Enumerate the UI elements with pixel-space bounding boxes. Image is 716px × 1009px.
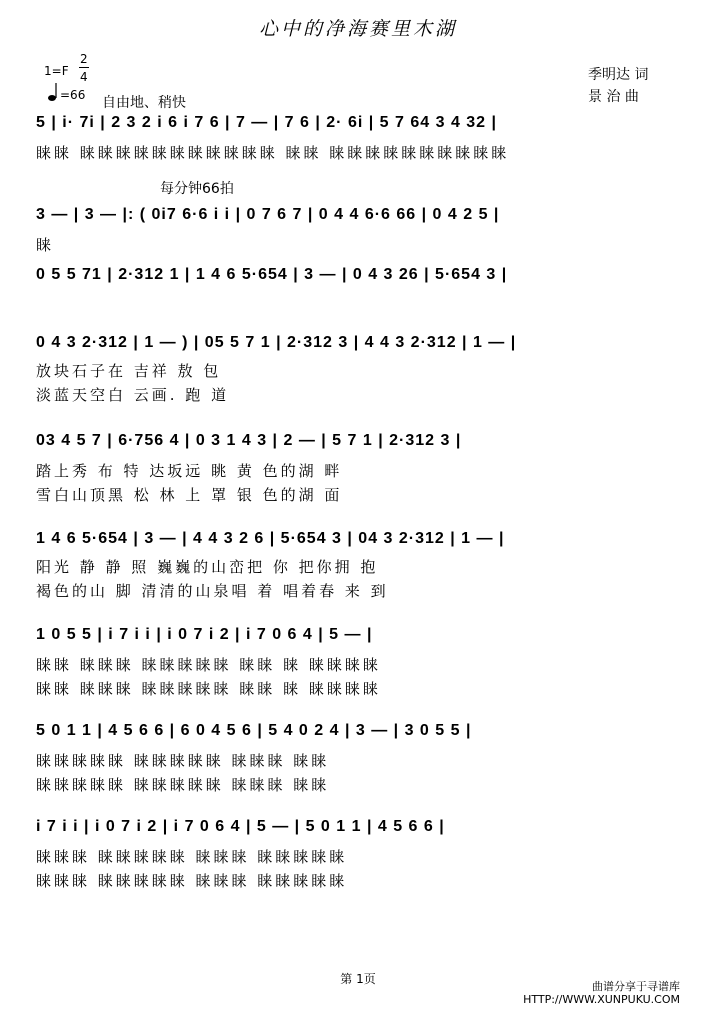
notes: 5 | i· 7i | 2 3 2 i 6 i 7 6 | 7 — | 7 6 | 2· 6i | 5 7 64 3 4 32 | [36, 114, 497, 131]
notes: 0 5 5 71 | 2·312 1 | 1 4 6 5·654 | 3 — | 0 4 3 26 | 5·654 3 | [36, 266, 508, 283]
score-row-7 [36, 626, 688, 698]
score-row-3 [36, 266, 688, 306]
site-url: HTTP://WWW.XUNPUKU.COM [523, 993, 680, 1006]
lyric-line: 睐睐 睐睐睐睐睐睐睐睐睐睐睐 睐睐 睐睐睐睐睐睐睐睐睐睐 [36, 144, 510, 162]
lyric-line: 雪白山顶黑 松 林 上 罩 银 色的湖 面 [36, 486, 343, 504]
lyricist: 季明达 词 [588, 67, 649, 83]
expression-text: 自由地、稍快 [102, 95, 186, 111]
song-title: 心中的净海赛里木湖 [258, 18, 457, 40]
lyric-line: 睐睐睐 睐睐睐睐睐 睐睐睐 睐睐睐睐睐 [36, 848, 348, 866]
page-number: 第 1页 [340, 972, 376, 986]
site-name: 曲谱分享于寻谱库 [592, 980, 680, 993]
score-row-6 [36, 530, 688, 602]
lyric-line: 睐睐 睐睐睐 睐睐睐睐睐 睐睐 睐 睐睐睐睐 [36, 680, 381, 698]
score-row-8 [36, 722, 688, 794]
score-row-4 [36, 334, 688, 406]
notes: i 7 i i | i 0 7 i 2 | i 7 0 6 4 | 5 — | 5 0 1 1 | 4 5 6 6 | [36, 818, 445, 835]
time-signature-top: 2 [80, 52, 88, 66]
lyric-line: 阳光 静 静 照 巍巍的山峦把 你 把你拥 抱 [36, 558, 379, 576]
composer: 景 治 曲 [588, 89, 639, 105]
lyric-line: 睐 [36, 236, 55, 254]
tempo-mark: =66 [60, 88, 86, 102]
score-row-9 [36, 818, 688, 890]
notes: 5 0 1 1 | 4 5 6 6 | 6 0 4 5 6 | 5 4 0 2 4 | 3 — | 3 0 5 5 | [36, 722, 472, 739]
source-credit [523, 980, 680, 1006]
lyric-line: 褐色的山 脚 清清的山泉唱 着 唱着春 来 到 [36, 582, 389, 600]
lyric-line: 踏上秀 布 特 达坂远 眺 黄 色的湖 畔 [36, 462, 343, 480]
lyric-line: 放块石子在 吉祥 敖 包 [36, 362, 222, 380]
notes: 0 4 3 2·312 | 1 — ) | 05 5 7 1 | 2·312 3 | 4 4 3 2·312 | 1 — | [36, 334, 517, 351]
quarter-note-icon [48, 82, 58, 102]
lyric-line: 睐睐 睐睐睐 睐睐睐睐睐 睐睐 睐 睐睐睐睐 [36, 656, 381, 674]
lyric-line: 睐睐睐睐睐 睐睐睐睐睐 睐睐睐 睐睐 [36, 752, 330, 770]
score-row-1 [36, 114, 688, 164]
score-row-5 [36, 432, 688, 504]
notes: 3 — | 3 — |: ( 0i7 6·6 i i | 0 7 6 7 | 0 4 4 6·6 66 | 0 4 2 5 | [36, 206, 500, 223]
lyric-line: 淡蓝天空白 云画. 跑 道 [36, 386, 230, 404]
key-signature: 1=F [44, 64, 69, 78]
lyric-line: 睐睐睐睐睐 睐睐睐睐睐 睐睐睐 睐睐 [36, 776, 330, 794]
notes: 1 4 6 5·654 | 3 — | 4 4 3 2 6 | 5·654 3 | 04 3 2·312 | 1 — | [36, 530, 505, 547]
score-row-2 [36, 206, 688, 256]
time-signature-bottom: 4 [80, 70, 88, 84]
lyric-line: 睐睐睐 睐睐睐睐睐 睐睐睐 睐睐睐睐睐 [36, 872, 348, 890]
tempo-text: 每分钟66拍 [160, 181, 234, 197]
notes: 03 4 5 7 | 6·756 4 | 0 3 1 4 3 | 2 — | 5 7 1 | 2·312 3 | [36, 432, 462, 449]
time-signature-line [79, 67, 89, 68]
notes: 1 0 5 5 | i 7 i i | i 0 7 i 2 | i 7 0 6 4 | 5 — | [36, 626, 373, 643]
